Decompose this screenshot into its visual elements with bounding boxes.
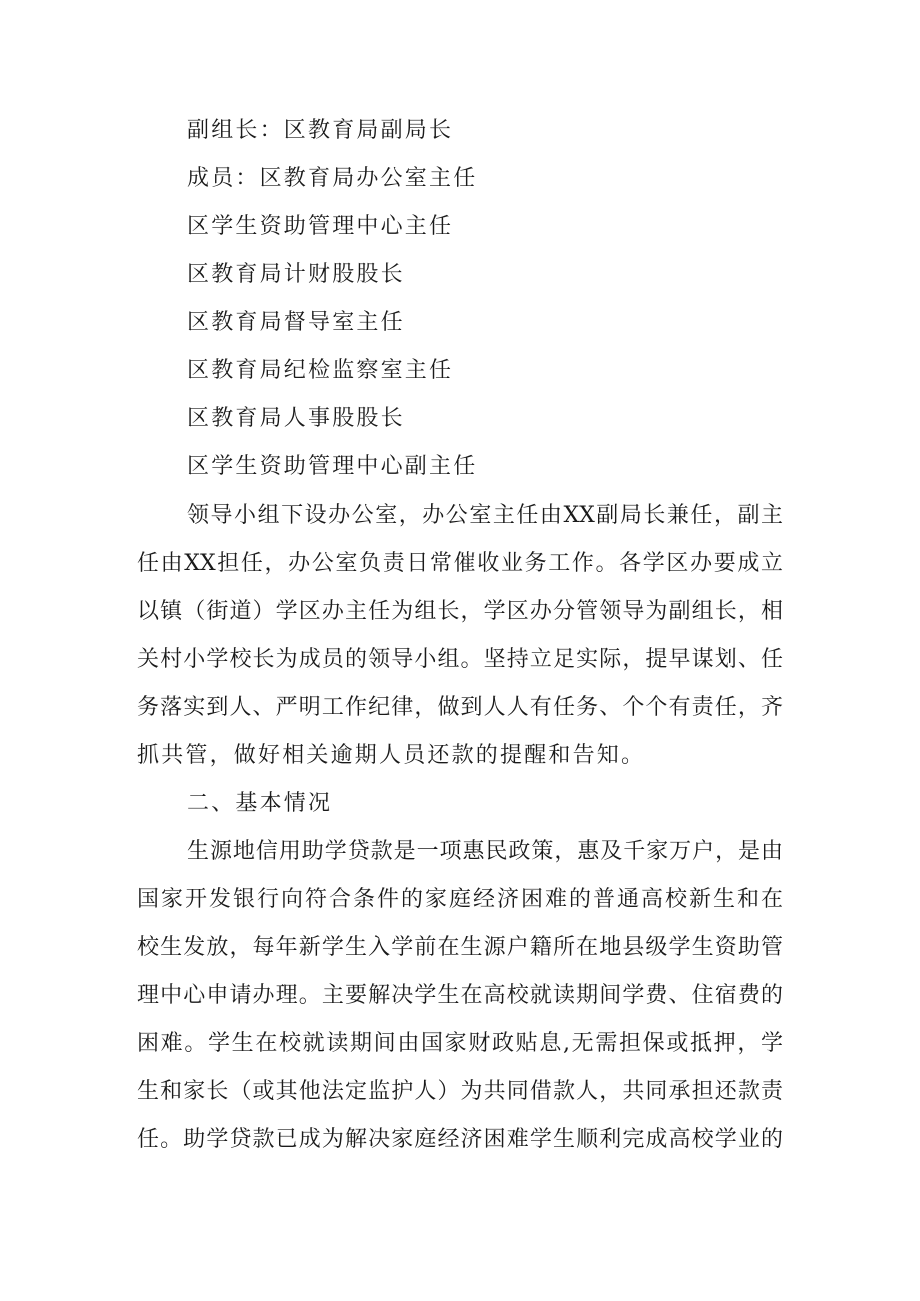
paragraph1-line: 抓共管，做好相关逾期人员还款的提醒和告知。	[137, 743, 646, 768]
paragraph2-line: 任。助学贷款已成为解决家庭经济困难学生顺利完成高校学业的	[137, 1127, 783, 1152]
paragraph1-line: 关村小学校长为成员的领导小组。坚持立足实际，提早谋划、任	[137, 647, 783, 672]
paragraph1-line: 任由XX担任，办公室负责日常催收业务工作。各学区办要成立	[137, 551, 783, 576]
roster-finance-section-chief: 区教育局计财股股长	[187, 262, 405, 287]
roster-supervision-office-director: 区教育局督导室主任	[187, 310, 405, 335]
section-heading: 二、基本情况	[187, 791, 333, 816]
paragraph2-line: 理中心申请办理。主要解决学生在高校就读期间学费、住宿费的	[137, 983, 783, 1008]
roster-deputy-leader: 副组长：区教育局副局长	[187, 118, 454, 143]
paragraph2-line: 困难。学生在校就读期间由国家财政贴息,无需担保或抵押，学	[137, 1031, 783, 1056]
paragraph1-line: 务落实到人、严明工作纪律，做到人人有任务、个个有责任，齐	[137, 695, 783, 720]
paragraph2-line: 国家开发银行向符合条件的家庭经济困难的普通高校新生和在	[137, 887, 783, 912]
roster-personnel-section-chief: 区教育局人事股股长	[187, 406, 405, 431]
paragraph1-line: 以镇（街道）学区办主任为组长，学区办分管领导为副组长，相	[137, 599, 783, 624]
roster-members-office-director: 成员：区教育局办公室主任	[187, 166, 478, 191]
paragraph2-line: 生和家长（或其他法定监护人）为共同借款人，共同承担还款责	[137, 1079, 783, 1104]
paragraph1-line: 领导小组下设办公室，办公室主任由XX副局长兼任，副主	[187, 503, 783, 528]
paragraph2-line: 校生发放，每年新学生入学前在生源户籍所在地县级学生资助管	[137, 935, 783, 960]
roster-discipline-office-director: 区教育局纪检监察室主任	[187, 358, 454, 383]
roster-aid-center-deputy-director: 区学生资助管理中心副主任	[187, 454, 478, 479]
roster-aid-center-director: 区学生资助管理中心主任	[187, 214, 454, 239]
paragraph2-line: 生源地信用助学贷款是一项惠民政策，惠及千家万户，是由	[187, 839, 783, 864]
